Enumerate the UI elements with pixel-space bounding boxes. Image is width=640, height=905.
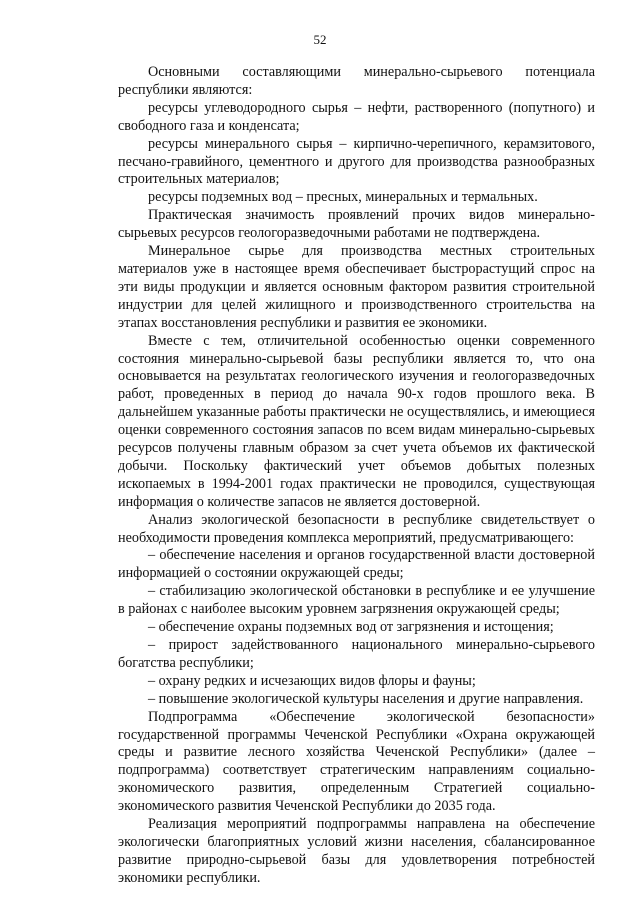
paragraph-10: Реализация мероприятий подпрограммы направлена на обеспечение экологически благоприятных условий жизни населения, сбалансированное развитие природно-сырьевой базы для удовлетворения потребностей экономики республики.	[118, 816, 595, 886]
list-item-1: – обеспечение населения и органов государственной власти достоверной информацией о состоянии окружающей среды;	[118, 547, 595, 582]
list-item-2: – стабилизацию экологической обстановки в республике и ее улучшение в районах с наиболее высоким уровнем загрязнения окружающей среды;	[118, 583, 595, 618]
list-item-6: – повышение экологической культуры населения и другие направления.	[148, 690, 584, 707]
paragraph-2: ресурсы углеводородного сырья – нефти, растворенного (попутного) и свободного газа и конденсата;	[118, 99, 595, 134]
paragraph-7: Вместе с тем, отличительной особенностью оценки современного состояния минерально-сырьевой базы республики является то, что она основывается на результатах геологического изучения и геологоразведочных работ, проведенных в период до начала 90-х годов прошлого века. В дальнейшем указанные работы практически не осуществлялись, и имеющиеся оценки современного состояния запасов по всем видам минерально-сырьевых ресурсов получены главным образом за счет учета объемов их фактической добычи. Поскольку фактический учет объемов добытых полезных ископаемых в 1994-2001 годах практически не проводился, существующая информация о количестве запасов не является достоверной.	[118, 332, 595, 510]
body-text	[118, 64, 595, 888]
list-item-5: – охрану редких и исчезающих видов флоры и фауны;	[148, 672, 476, 689]
paragraph-4: ресурсы подземных вод – пресных, минеральных и термальных.	[148, 189, 538, 206]
paragraph-5: Практическая значимость проявлений прочих видов минерально-сырьевых ресурсов геологоразведочными работами не подтверждена.	[118, 207, 595, 242]
paragraph-9: Подпрограмма «Обеспечение экологической безопасности» государственной программы Чеченской Республики «Охрана окружающей среды и развитие лесного хозяйства Чеченской Республики» (далее – подпрограмма) соответствует стратегическим направлениям социально-экономического развития, определенным Стратегией социально-экономического развития Чеченской Республики до 2035 года.	[118, 708, 595, 815]
page-number: 52	[313, 32, 327, 47]
paragraph-3: ресурсы минерального сырья – кирпично-черепичного, керамзитового, песчано-гравийного, цементного и другого для производства разнообразных строительных материалов;	[118, 135, 595, 188]
paragraph-8: Анализ экологической безопасности в республике свидетельствует о необходимости проведения комплекса мероприятий, предусматривающего:	[118, 511, 595, 546]
paragraph-6: Минеральное сырье для производства местных строительных материалов уже в настоящее время обеспечивает быстрорастущий спрос на эти виды продукции и является основным фактором развития строительной индустрии для целей жилищного и производственного строительства на этапах восстановления республики и развития ее экономики.	[118, 243, 595, 331]
paragraph-1: Основными составляющими минерально-сырьевого потенциала республики являются:	[118, 64, 595, 98]
list-item-4: – прирост задействованного национального минерально-сырьевого богатства республики;	[118, 637, 595, 671]
list-item-3: – обеспечение охраны подземных вод от загрязнения и истощения;	[148, 619, 554, 636]
